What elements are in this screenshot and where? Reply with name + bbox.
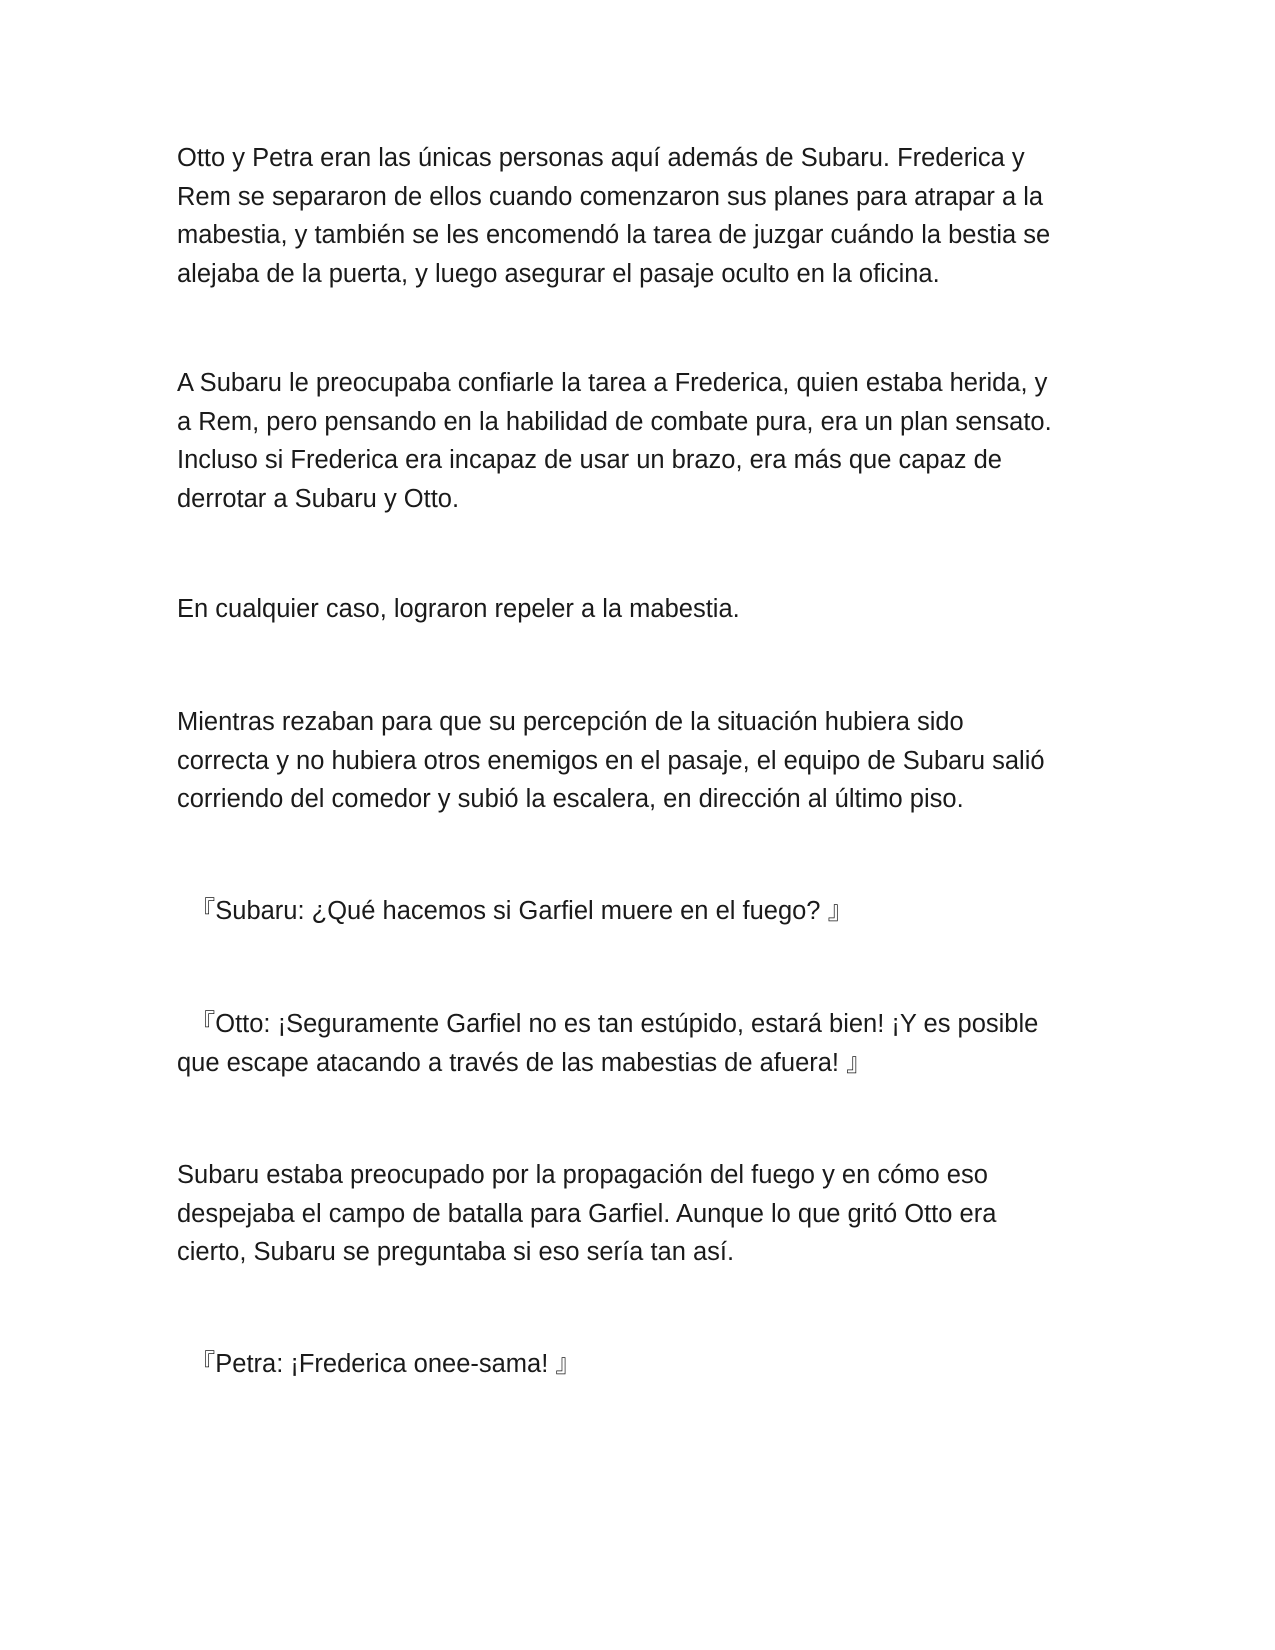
text-line: A Subaru le preocupaba confiarle la tarea a Frederica, quien estaba herida, y bbox=[177, 369, 1048, 397]
text-line: que escape atacando a través de las mabestias de afuera! 』 bbox=[177, 1048, 872, 1077]
text-line: Rem se separaron de ellos cuando comenzaron sus planes para atrapar a la bbox=[177, 182, 1044, 211]
text-line: cierto, Subaru se preguntaba si eso sería tan así. bbox=[177, 1238, 735, 1266]
text-line: Incluso si Frederica era incapaz de usar un brazo, era más que capaz de bbox=[177, 446, 1002, 474]
text-line: despejaba el campo de batalla para Garfiel. Aunque lo que gritó Otto era bbox=[177, 1199, 997, 1228]
dialogue-otto bbox=[177, 1005, 1102, 1082]
text-line: Subaru estaba preocupado por la propagación del fuego y en cómo eso bbox=[177, 1161, 988, 1189]
text-line: corriendo del comedor y subió la escalera, en dirección al último piso. bbox=[177, 785, 964, 813]
text-line: 『Petra: ¡Frederica onee-sama! 』 bbox=[177, 1350, 581, 1378]
text-line: 『Otto: ¡Seguramente Garfiel no es tan estúpido, estará bien! ¡Y es posible bbox=[177, 1010, 1039, 1038]
text-line: alejaba de la puerta, y luego asegurar el pasaje oculto en la oficina. bbox=[177, 259, 940, 288]
text-line: mabestia, y también se les encomendó la tarea de juzgar cuándo la bestia se bbox=[177, 221, 1051, 249]
paragraph-1 bbox=[177, 139, 1102, 293]
paragraph-5 bbox=[177, 1156, 1102, 1272]
paragraph-3 bbox=[177, 590, 1102, 629]
text-line: a Rem, pero pensando en la habilidad de combate pura, era un plan sensato. bbox=[177, 407, 1052, 436]
text-line: Mientras rezaban para que su percepción de la situación hubiera sido bbox=[177, 708, 964, 736]
text-line: correcta y no hubiera otros enemigos en el pasaje, el equipo de Subaru salió bbox=[177, 746, 1045, 775]
dialogue-petra bbox=[177, 1345, 1102, 1384]
paragraph-2 bbox=[177, 364, 1102, 518]
text-line: 『Subaru: ¿Qué hacemos si Garfiel muere en el fuego? 』 bbox=[177, 897, 854, 925]
dialogue-subaru bbox=[177, 892, 1102, 931]
text-line: Otto y Petra eran las únicas personas aquí además de Subaru. Frederica y bbox=[177, 144, 1025, 172]
text-line: derrotar a Subaru y Otto. bbox=[177, 484, 460, 513]
paragraph-4 bbox=[177, 703, 1102, 819]
text-line: En cualquier caso, lograron repeler a la mabestia. bbox=[177, 595, 740, 623]
